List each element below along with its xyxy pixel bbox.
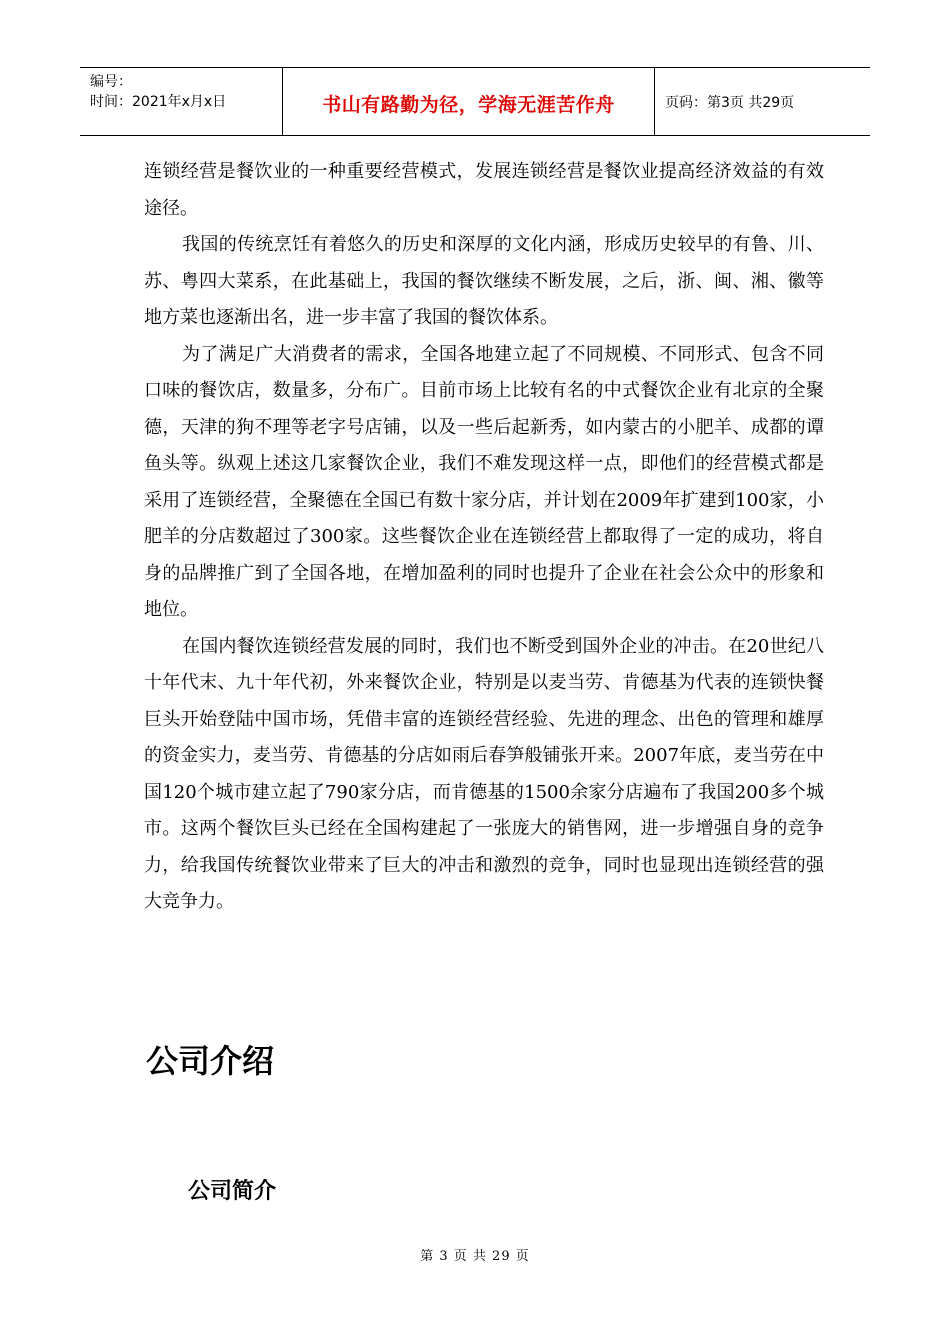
- paragraph: 为了满足广大消费者的需求，全国各地建立起了不同规模、不同形式、包含不同口味的餐饮店，数量多，分布广。目前市场上比较有名的中式餐饮企业有北京的全聚德，天津的狗不理等老字号店铺，以及一些后起新秀，如内蒙古的小肥羊、成都的谭鱼头等。纵观上述这几家餐饮企业，我们不难发现这样一点，即他们的经营模式都是采用了连锁经营，全聚德在全国已有数十家分店，并计划在2009年扩建到100家，小肥羊的分店数超过了300家。这些餐饮企业在连锁经营上都取得了一定的成功，将自身的品牌推广到了全国各地，在增加盈利的同时也提升了企业在社会公众中的形象和地位。: [144, 343, 824, 620]
- header-meta-cell: [80, 68, 282, 135]
- header-page-info: 页码：第3页 共29页: [665, 94, 795, 111]
- document-date-label: 时间：2021年x月x日: [90, 94, 227, 110]
- paragraph: 我国的传统烹饪有着悠久的历史和深厚的文化内涵，形成历史较早的有鲁、川、苏、粤四大菜系，在此基础上，我国的餐饮继续不断发展，之后，浙、闽、湘、徽等地方菜也逐渐出名，进一步丰富了我国的餐饮体系。: [144, 234, 824, 328]
- body-text: [144, 154, 824, 921]
- subsection-heading: 公司简介: [188, 1179, 277, 1204]
- section-heading: 公司介绍: [146, 1042, 275, 1080]
- page-header: [80, 67, 870, 136]
- paragraph: 连锁经营是餐饮业的一种重要经营模式，发展连锁经营是餐饮业提高经济效益的有效途径。: [144, 161, 824, 219]
- document-number-label: 编号：: [90, 74, 132, 90]
- header-motto-cell: [282, 68, 655, 135]
- page-footer: 第 3 页 共 29 页: [420, 1249, 530, 1264]
- paragraph: 在国内餐饮连锁经营发展的同时，我们也不断受到国外企业的冲击。在20世纪八十年代末、九十年代初，外来餐饮企业，特别是以麦当劳、肯德基为代表的连锁快餐巨头开始登陆中国市场，凭借丰富的连锁经营经验、先进的理念、出色的管理和雄厚的资金实力，麦当劳、肯德基的分店如雨后春笋般铺张开来。2007年底，麦当劳在中国120个城市建立起了790家分店，而肯德基的1500余家分店遍布了我国200多个城市。这两个餐饮巨头已经在全国构建起了一张庞大的销售网，进一步增强自身的竞争力，给我国传统餐饮业带来了巨大的冲击和激烈的竞争，同时也显现出连锁经营的强大竞争力。: [144, 635, 824, 912]
- header-page-cell: [655, 68, 870, 135]
- header-motto: 书山有路勤为径，学海无涯苦作舟: [322, 94, 615, 116]
